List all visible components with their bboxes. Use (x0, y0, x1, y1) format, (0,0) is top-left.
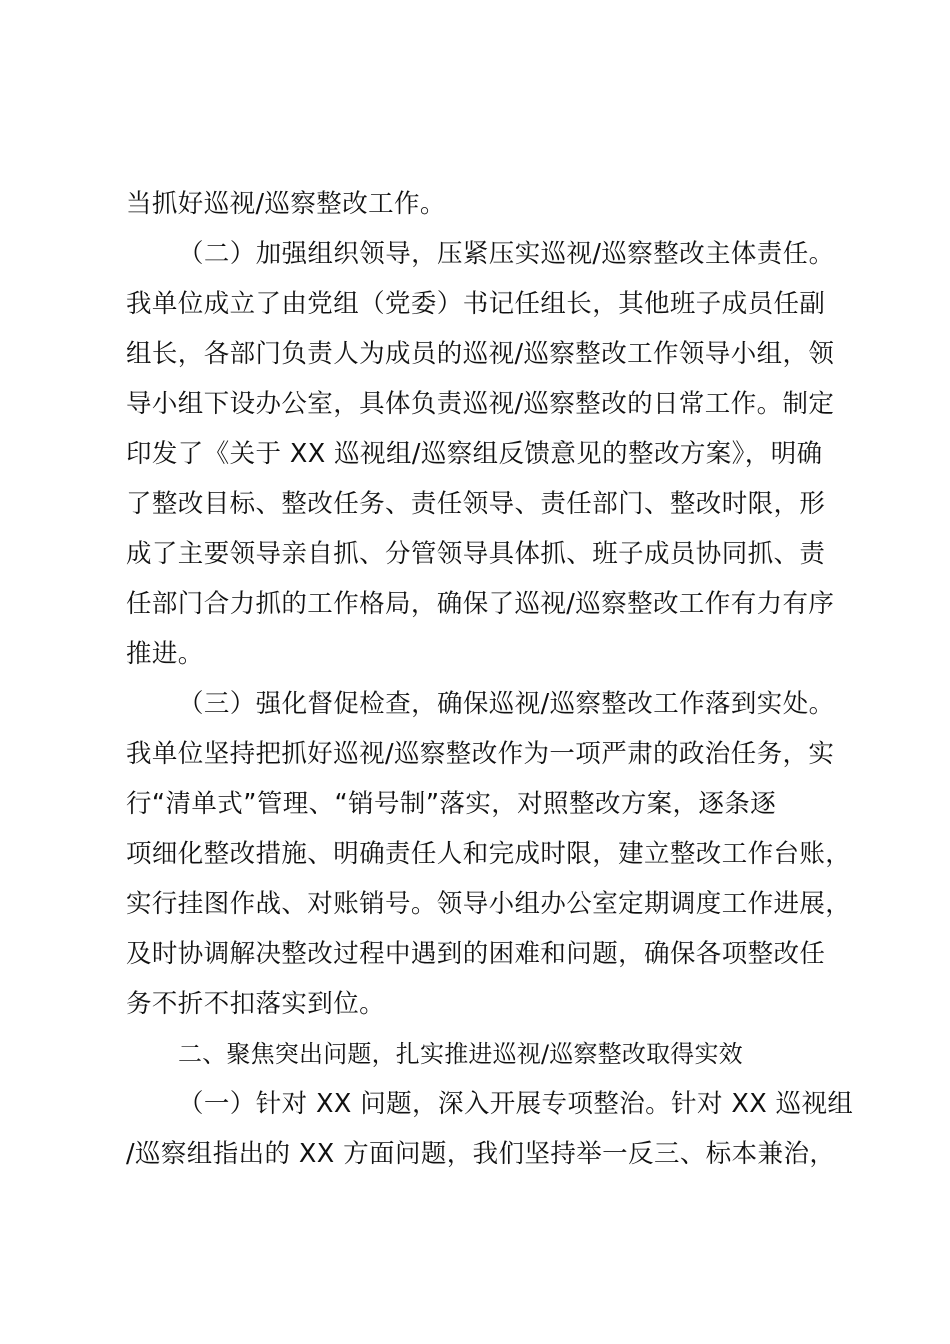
body-text-line: 成了主要领导亲自抓、分管领导具体抓、班子成员协同抓、责 (126, 539, 826, 569)
section-heading: 二、聚焦突出问题，扎实推进巡视/巡察整改取得实效 (178, 1040, 743, 1068)
body-text-line: 组长，各部门负责人为成员的巡视/巡察整改工作领导小组，领 (126, 339, 835, 369)
body-text-line: 实行挂图作战、对账销号。领导小组办公室定期调度工作进展， (126, 889, 852, 919)
body-text-line: 及时协调解决整改过程中遇到的困难和问题，确保各项整改任 (126, 939, 826, 969)
body-text-line: 我单位坚持把抓好巡视/巡察整改作为一项严肃的政治任务，实 (126, 739, 835, 769)
body-text-line: /巡察组指出的 XX 方面问题，我们坚持举一反三、标本兼治， (126, 1139, 836, 1169)
body-text-line: 印发了《关于 XX 巡视组/巡察组反馈意见的整改方案》，明确 (126, 439, 823, 469)
body-text-line: 了整改目标、整改任务、责任领导、责任部门、整改时限，形 (126, 489, 826, 519)
body-text-line: 行“清单式”管理、“销号制”落实，对照整改方案，逐条逐 (126, 789, 777, 819)
body-text-line: 导小组下设办公室，具体负责巡视/巡察整改的日常工作。制定 (126, 389, 835, 419)
body-text-line: 我单位成立了由党组（党委）书记任组长，其他班子成员任副 (126, 289, 826, 319)
section-subheading: （一）针对 XX 问题，深入开展专项整治。针对 XX 巡视组 (178, 1089, 854, 1119)
body-text-line: 当抓好巡视/巡察整改工作。 (126, 189, 446, 219)
section-subheading: （三）强化督促检查，确保巡视/巡察整改工作落到实处。 (178, 689, 835, 719)
body-text-line: 任部门合力抓的工作格局，确保了巡视/巡察整改工作有力有序 (126, 589, 835, 619)
body-text-line: 推进。 (126, 639, 204, 669)
body-text-line: 项细化整改措施、明确责任人和完成时限，建立整改工作台账， (126, 839, 852, 869)
body-text-line: 务不折不扣落实到位。 (126, 989, 386, 1019)
section-subheading: （二）加强组织领导，压紧压实巡视/巡察整改主体责任。 (178, 239, 835, 269)
